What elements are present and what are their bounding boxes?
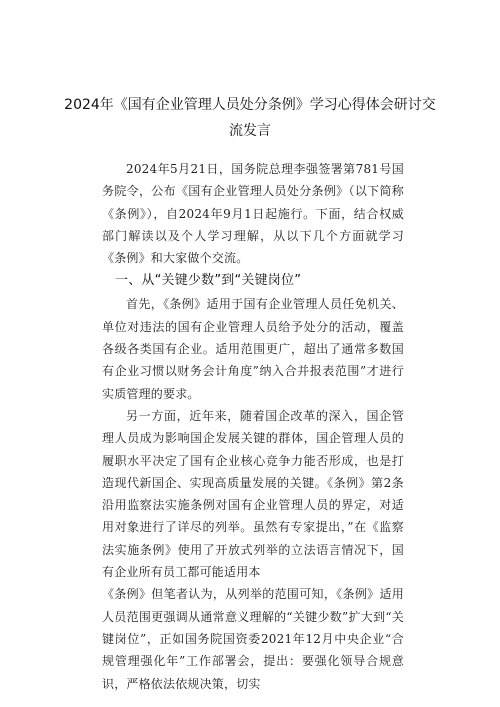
section-heading: 一、从“关键少数”到“关键岗位” bbox=[115, 273, 302, 289]
paragraph-intro: 2024年5月21日，国务院总理李强签署第781号国务院令，公布《国有企业管理人员处分条例》（以下简称《条例》），自2024年9月1日起施行。下面，结合权威部门解读以及个人学习理解，从以下几个方面就学习《条例》和大家做个交流。 bbox=[102, 162, 404, 266]
paragraph-third: 《条例》但笔者认为，从列举的范围可知，《条例》适用人员范围更强调从通常意义理解的“关键少数”扩大到“关键岗位”，正如国务院国资委2021年12月中央企业“合规管理强化年”工作部署会，提出：要强化领导合规意识，严格依法依规决策，切实 bbox=[102, 587, 404, 691]
document-title: 2024年《国有企业管理人员处分条例》学习心得体会研讨交流发言 bbox=[64, 97, 436, 139]
paragraph-first: 首先，《条例》适用于国有企业管理人员任免机关、单位对违法的国有企业管理人员给予处分的活动，覆盖各级各类国有企业。适用范围更广，超出了通常多数国有企业习惯以财务会计角度”纳入合并报表范围”才进行实质管理的要求。 bbox=[102, 297, 404, 401]
paragraph-second: 另一方面，近年来，随着国企改革的深入，国企管理人员成为影响国企发展关键的群体，国企管理人员的履职水平决定了国有企业核心竞争力能否形成，也是打造现代新国企、实现高质量发展的关键。《条例》第2条沿用监察法实施条例对国有企业管理人员的界定，对适用对象进行了详尽的列举。虽然有专家提出，”在《监察法实施条例》使用了开放式列举的立法语言情况下，国有企业所有员工都可能适用本 bbox=[102, 408, 404, 580]
document-body bbox=[102, 158, 404, 695]
